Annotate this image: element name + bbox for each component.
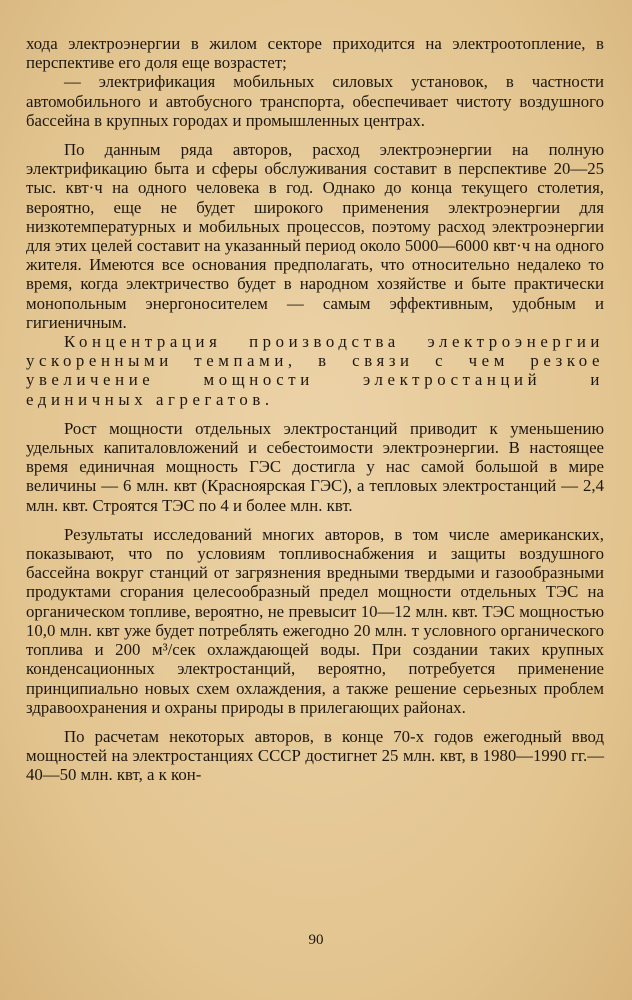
paragraph: По расчетам некоторых авторов, в конце 70-х годов ежегодный ввод мощностей на электростанциях СССР достигнет 25 млн. квт, в 1980—1990 гг.— 40—50 млн. квт, а к кон- bbox=[26, 726, 604, 785]
page-text bbox=[26, 34, 604, 785]
spaced-heading-paragraph: Концентрация производства электроэнергии ускоренными темпами, в связи с чем резкое увеличение мощности электростанций и единичных агрегатов. bbox=[26, 332, 604, 409]
paragraph: Результаты исследований многих авторов, в том числе американских, показывают, что по условиям топливоснабжения и защиты воздушного бассейна вокруг станций от загрязнения вредными твердыми и газообразными продуктами сгорания целесообразный предел мощности отдельных ТЭС на органическом топливе, вероятно, не превысит 10—12 млн. квт. ТЭС мощностью 10,0 млн. квт уже будет потреблять ежегодно 20 млн. т условного органического топлива и 200 м³/сек охлаждающей воды. При создании таких крупных конденсационных электростанций, вероятно, потребуется применение принципиально новых схем охлаждения, а также решение серьезных проблем здравоохранения и охраны природы в прилегающих районах. bbox=[26, 524, 604, 717]
paragraph-list-item: — электрификация мобильных силовых установок, в частности автомобильного и автобусного транспорта, обеспечивает чистоту воздушного бассейна в крупных городах и промышленных центрах. bbox=[26, 72, 604, 130]
paragraph: Рост мощности отдельных электростанций приводит к уменьшению удельных капиталовложений и себестоимости электроэнергии. В настоящее время единичная мощность ГЭС достигла у нас самой большой в мире величины — 6 млн. квт (Красноярская ГЭС), а тепловых электростанций — 2,4 млн. квт. Строятся ТЭС по 4 и более млн. квт. bbox=[26, 418, 604, 515]
paragraph: По данным ряда авторов, расход электроэнергии на полную электрификацию быта и сферы обслуживания составит в перспективе 20—25 тыс. квт·ч на одного человека в год. Однако до конца текущего столетия, вероятно, еще не будет широкого применения электроэнергии для низкотемпературных и мобильных процессов, поэтому расход электроэнергии для этих целей составит на указанный период около 5000—6000 квт·ч на одного жителя. Имеются все основания предполагать, что относительно недалеко то время, когда электричество будет в народном хозяйстве и быте практически монопольным энергоносителем — самым эффективным, удобным и гигиеничным. bbox=[26, 140, 604, 332]
page-number: 90 bbox=[308, 932, 324, 948]
paragraph-continuation: хода электроэнергии в жилом секторе приходится на электроотопление, в перспективе его доля еще возрастет; bbox=[26, 34, 604, 73]
